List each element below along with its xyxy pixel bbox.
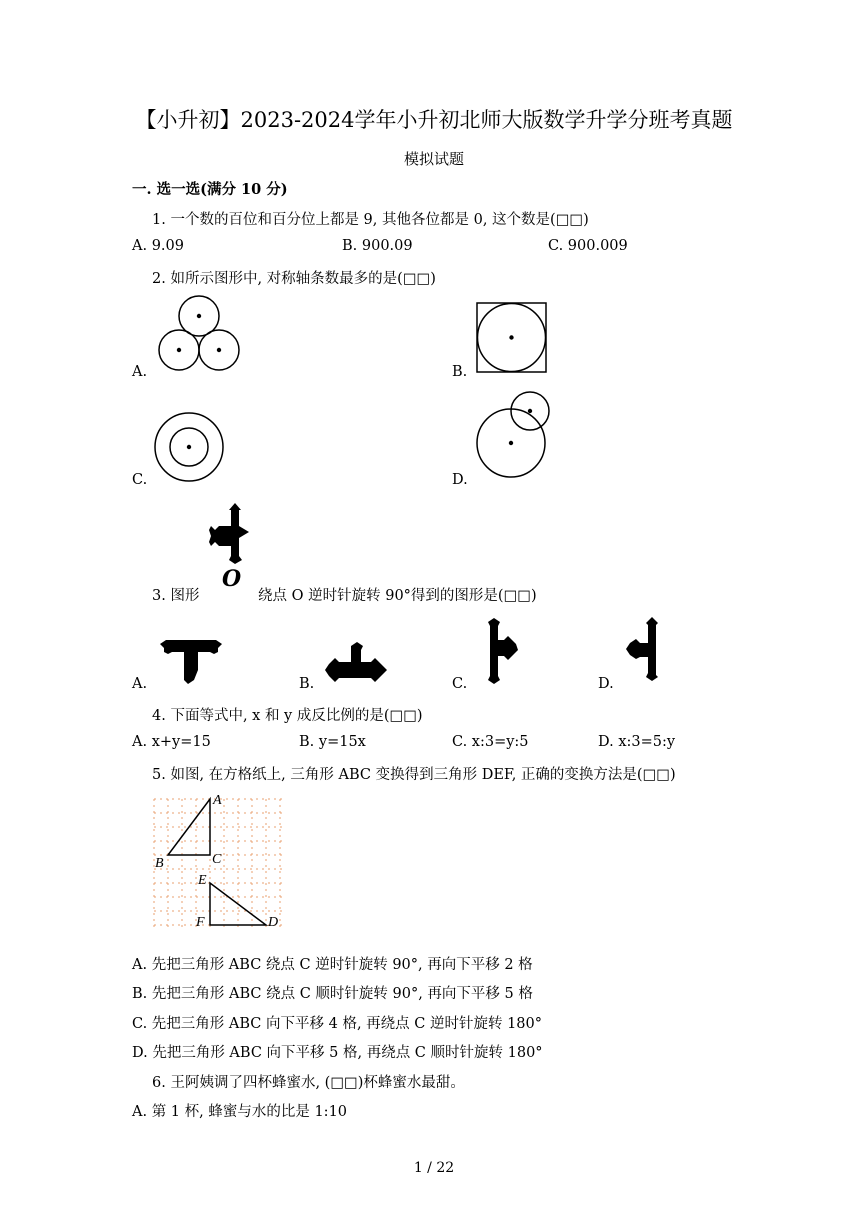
q1-option-c: C. 900.009: [548, 238, 628, 254]
section-heading: 一. 选一选(满分 10 分): [132, 181, 288, 198]
q5-grid-figure: [152, 795, 286, 933]
q3-point-o: O: [222, 566, 242, 592]
q3-option-d: D.: [598, 676, 614, 692]
q4-option-d: D. x:3=5:y: [598, 734, 676, 750]
q2-figure-d: [474, 390, 554, 480]
q3-option-a: A.: [132, 676, 148, 692]
q2-figure-a: [155, 295, 245, 375]
q2-option-c: C.: [132, 472, 148, 488]
q2-figure-c: [154, 412, 226, 484]
q2-option-a: A.: [132, 364, 148, 380]
q4-option-c: C. x:3=y:5: [452, 734, 529, 750]
q5-option-d: D. 先把三角形 ABC 向下平移 5 格, 再绕点 C 顺时针旋转 180°: [132, 1045, 543, 1061]
q3-figure-d: [624, 615, 668, 681]
q5-option-c: C. 先把三角形 ABC 向下平移 4 格, 再绕点 C 逆时针旋转 180°: [132, 1016, 543, 1032]
q5-option-b: B. 先把三角形 ABC 绕点 C 顺时针旋转 90°, 再向下平移 5 格: [132, 986, 533, 1002]
q1-option-a: A. 9.09: [132, 238, 184, 254]
question-5-stem: 5. 如图, 在方格纸上, 三角形 ABC 变换得到三角形 DEF, 正确的变换方法是(□□): [152, 767, 676, 783]
q3-shape-figure: [205, 502, 255, 564]
q1-option-b: B. 900.09: [342, 238, 413, 254]
q3-figure-b: [325, 642, 389, 684]
question-6-stem: 6. 王阿姨调了四杯蜂蜜水, (□□)杯蜂蜜水最甜。: [152, 1075, 465, 1091]
question-3-stem-pre: 3. 图形: [152, 588, 200, 604]
question-3-stem-post: 绕点 O 逆时针旋转 90°得到的图形是(□□): [258, 588, 537, 604]
q2-option-b: B.: [452, 364, 468, 380]
question-2-stem: 2. 如所示图形中, 对称轴条数最多的是(□□): [152, 271, 436, 287]
q5-label-f: F: [196, 915, 205, 930]
question-4-stem: 4. 下面等式中, x 和 y 成反比例的是(□□): [152, 708, 423, 724]
q3-option-c: C.: [452, 676, 468, 692]
q5-label-b: B: [155, 856, 164, 871]
q4-option-b: B. y=15x: [299, 734, 366, 750]
q4-option-a: A. x+y=15: [132, 734, 211, 750]
q5-label-d: D: [268, 915, 279, 930]
q2-option-d: D.: [452, 472, 468, 488]
question-1-stem: 1. 一个数的百位和百分位上都是 9, 其他各位都是 0, 这个数是(□□): [152, 212, 589, 228]
q3-figure-a: [158, 640, 224, 684]
q5-label-a: A: [213, 793, 222, 808]
q3-figure-c: [478, 618, 522, 684]
page-number: 1 / 22: [413, 1160, 455, 1176]
page-title: 【小升初】2023-2024学年小升初北师大版数学升学分班考真题: [135, 108, 733, 132]
q5-option-a: A. 先把三角形 ABC 绕点 C 逆时针旋转 90°, 再向下平移 2 格: [132, 957, 533, 973]
q2-figure-b: [476, 302, 548, 374]
q5-label-e: E: [198, 873, 207, 888]
q3-option-b: B.: [299, 676, 315, 692]
q6-option-a: A. 第 1 杯, 蜂蜜与水的比是 1:10: [132, 1104, 348, 1120]
q5-label-c: C: [212, 852, 222, 867]
page-subtitle: 模拟试题: [403, 150, 464, 168]
